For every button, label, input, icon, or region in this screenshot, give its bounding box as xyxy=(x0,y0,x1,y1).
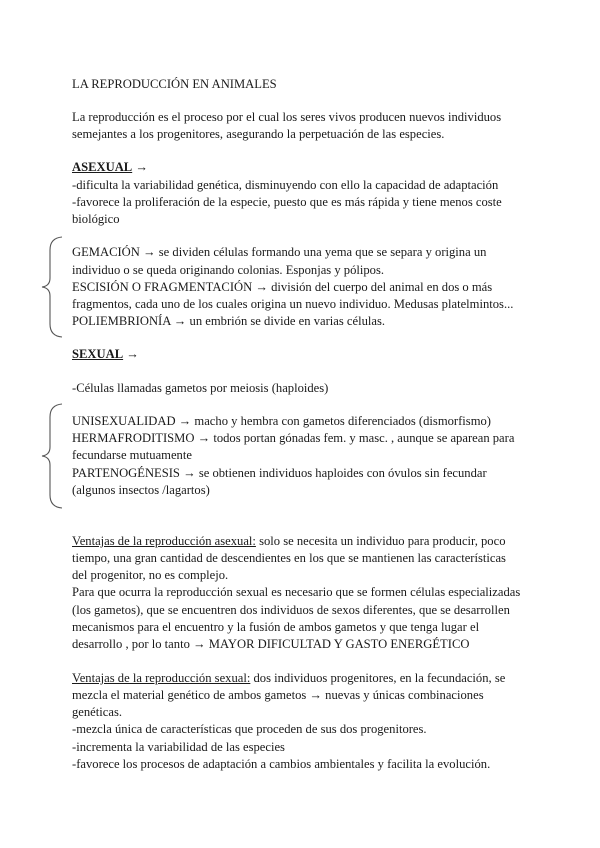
asexual-heading-arrow: → xyxy=(132,160,148,174)
ventajas-sexual-line: -favorece los procesos de adaptación a cambios ambientales y facilita la evolución. xyxy=(72,757,491,771)
ventajas-sexual-line: -mezcla única de características que proceden de sus dos progenitores. xyxy=(72,722,427,736)
ventajas-sexual-first-line xyxy=(72,670,505,687)
ventajas-asexual-line: tiempo, una gran cantidad de descendientes en los que se mantienen las características xyxy=(72,551,506,565)
asexual-heading-label: ASEXUAL xyxy=(72,160,133,174)
ventajas-sexual-line: mezcla el material genético de ambos gametos → nuevas y únicas combinaciones xyxy=(72,688,484,702)
ventajas-sexual-label: Ventajas de la reproducción sexual: xyxy=(72,671,251,685)
ventajas-asexual-first-line xyxy=(72,533,506,550)
ventajas-asexual-last-line xyxy=(72,636,469,653)
asexual-point: biológico xyxy=(72,212,120,226)
asexual-type-line: individuo o se queda originando colonias. Esponjas y pólipos. xyxy=(72,263,385,277)
intro-line-2: semejantes a los progenitores, asegurando la perpetuación de las especies. xyxy=(72,127,445,141)
ventajas-asexual-line: mecanismos para el encuentro y la fusión de ambos gametos y que tenga lugar el xyxy=(72,620,480,634)
ventajas-asexual-line: del progenitor, no es complejo. xyxy=(72,568,229,582)
page-title: LA REPRODUCCIÓN EN ANIMALES xyxy=(72,77,277,91)
asexual-point: -dificulta la variabilidad genética, disminuyendo con ello la capacidad de adaptación xyxy=(72,178,499,192)
intro-line-1: La reproducción es el proceso por el cual los seres vivos producen nuevos individuos xyxy=(72,110,502,124)
sexual-type-line: UNISEXUALIDAD → macho y hembra con gametos diferenciados (dismorfismo) xyxy=(72,414,491,428)
ventajas-sexual-text: dos individuos progenitores, en la fecundación, se xyxy=(250,671,506,685)
sexual-type-line: PARTENOGÉNESIS → se obtienen individuos haploides con óvulos sin fecundar xyxy=(72,466,487,480)
sexual-point: -Células llamadas gametos por meiosis (haploides) xyxy=(72,381,329,395)
ventajas-sexual-line: genéticas. xyxy=(72,705,122,719)
ventajas-asexual-text: solo se necesita un individuo para producir, poco xyxy=(255,534,506,548)
sexual-heading-arrow: → xyxy=(123,347,139,361)
sexual-type-line: (algunos insectos /lagartos) xyxy=(72,483,210,497)
ventajas-asexual-label: Ventajas de la reproducción asexual: xyxy=(72,534,256,548)
ventajas-asexual-line: (los gametos), que se encuentren dos individuos de sexos diferentes, que se desarrollen xyxy=(72,603,510,617)
ventajas-asexual-emphasis: MAYOR DIFICULTAD Y GASTO ENERGÉTICO xyxy=(208,637,470,651)
asexual-type-line: GEMACIÓN → se dividen células formando una yema que se separa y origina un xyxy=(72,245,487,259)
ventajas-sexual-line: -incrementa la variabilidad de las especies xyxy=(72,740,285,754)
sexual-heading xyxy=(72,346,139,363)
ventajas-asexual-conclusion: desarrollo , por lo tanto → xyxy=(72,637,209,651)
asexual-brace xyxy=(0,0,80,848)
sexual-heading-label: SEXUAL xyxy=(72,347,124,361)
asexual-heading xyxy=(72,159,148,176)
asexual-type-line: fragmentos, cada uno de los cuales origina un nuevo individuo. Medusas platelmintos... xyxy=(72,297,514,311)
asexual-point: -favorece la proliferación de la especie, puesto que es más rápida y tiene menos coste xyxy=(72,195,502,209)
asexual-type-line: POLIEMBRIONÍA → un embrión se divide en varias células. xyxy=(72,314,386,328)
asexual-type-line: ESCISIÓN O FRAGMENTACIÓN → división del cuerpo del animal en dos o más xyxy=(72,280,493,294)
sexual-type-line: HERMAFRODITISMO → todos portan gónadas fem. y masc. , aunque se aparean para xyxy=(72,431,515,445)
sexual-type-line: fecundarse mutuamente xyxy=(72,448,192,462)
ventajas-asexual-line: Para que ocurra la reproducción sexual es necesario que se formen células especializadas xyxy=(72,585,521,599)
